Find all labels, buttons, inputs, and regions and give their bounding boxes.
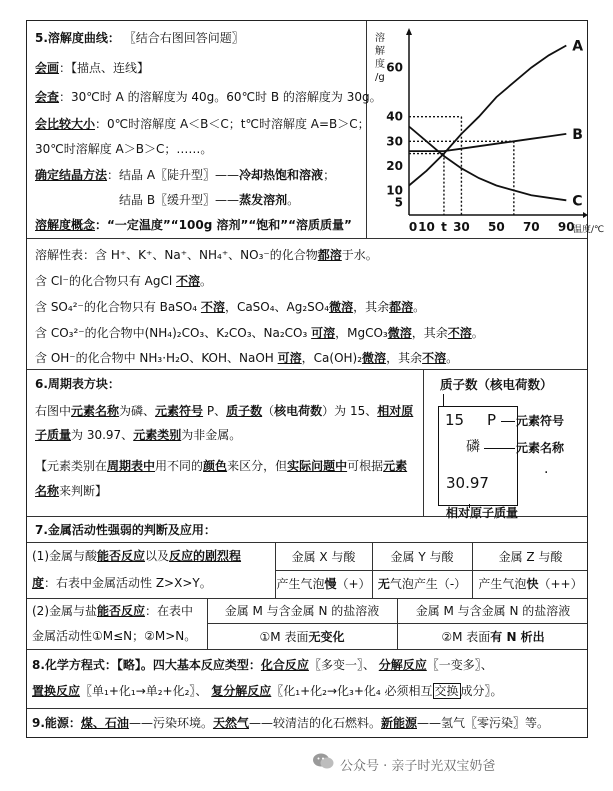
keyword: 元素类别 xyxy=(133,428,182,442)
section-hint: 〖结合右图回答问题〗 xyxy=(123,31,244,45)
text: 为 30.97、 xyxy=(71,428,134,442)
keyword: 都溶 xyxy=(389,300,414,314)
name-label: 元素名称 xyxy=(516,441,565,455)
text: 用不同的 xyxy=(155,459,204,473)
solubility-line-2 xyxy=(35,274,212,288)
y-tick-label: 60 xyxy=(386,60,403,75)
read-line xyxy=(35,90,382,104)
crystallize-a xyxy=(35,168,335,182)
keyword: 不溶 xyxy=(422,351,447,365)
y-tick-label: 5 xyxy=(394,195,403,210)
solubility-line-1 xyxy=(35,248,378,262)
text: 成分〗。 xyxy=(460,684,503,698)
table-cell-m-2 xyxy=(397,630,589,644)
mass-label: 相对原子质量 xyxy=(446,506,519,520)
y-tick-label: 10 xyxy=(386,183,403,198)
acid-rule-line-2 xyxy=(32,576,212,590)
table-header-z: 金属 Z 与酸 xyxy=(498,550,563,564)
divider xyxy=(27,708,587,709)
section-5-heading xyxy=(35,31,244,45)
section-7-title: 7.金属活动性强弱的判断及应用： xyxy=(35,523,216,537)
keyword: 能否反应 xyxy=(97,549,146,563)
keyword: 相对原 xyxy=(377,404,414,418)
text: 产生气泡 xyxy=(276,577,325,591)
solubility-line-4 xyxy=(35,326,484,340)
keyword: 置换反应 xyxy=(32,684,81,698)
text: 含 OH⁻的化合物中 NH₃·H₂O、KOH、NaOH xyxy=(35,351,278,365)
text: 来区分，但 xyxy=(227,459,288,473)
x-tick-label: t xyxy=(441,220,447,234)
salt-rule-line-2: 金属活动性①M≤N；②M>N。 xyxy=(32,629,197,643)
x-axis-label: 温度/℃ xyxy=(573,225,605,235)
keyword: 元素名称 xyxy=(71,404,120,418)
text: 。 xyxy=(200,274,213,288)
table-header-y: 金属 Y 与酸 xyxy=(390,550,454,564)
table-cell-m-1 xyxy=(207,630,397,644)
text: 气泡产生（-） xyxy=(389,577,467,591)
text: 〖单₁+化₁→单₂+化₂〗、 xyxy=(80,684,208,698)
keyword: 能否反应 xyxy=(97,604,146,618)
boxed-word: 交换 xyxy=(434,684,459,698)
text: P、 xyxy=(203,404,227,418)
pointer-line xyxy=(501,421,515,422)
keyword: 可溶 xyxy=(311,326,336,340)
text: ：结晶 A〖陡升型〗—— xyxy=(107,168,240,182)
text: (2)金属与盐 xyxy=(32,604,97,618)
periodic-line-1 xyxy=(35,404,413,418)
keyword: 天然气 xyxy=(212,716,249,730)
keyword: 微溶 xyxy=(329,300,354,314)
keyword: 微溶 xyxy=(362,351,387,365)
wechat-icon xyxy=(312,752,334,770)
section-6-title: 6.周期表方块： xyxy=(35,377,120,391)
text: 〖多变一〗、 xyxy=(308,658,375,672)
y-axis-label: 度 xyxy=(375,59,385,70)
periodic-line-2 xyxy=(35,428,241,442)
periodic-line-4 xyxy=(35,484,107,498)
text: ，其余 xyxy=(411,326,448,340)
text: ； xyxy=(323,168,336,182)
text: ：0℃时溶解度 A＜B＜C；t℃时溶解度 A=B＞C； xyxy=(95,117,370,131)
keyword: 新能源 xyxy=(380,716,417,730)
text: ）为 15、 xyxy=(322,404,378,418)
text: 产生气泡 xyxy=(478,577,527,591)
keyword: 慢 xyxy=(324,577,337,591)
symbol-label: 元素符号 xyxy=(516,414,565,428)
text: （+） xyxy=(336,577,371,591)
compare-line xyxy=(35,117,370,131)
text: 可根据 xyxy=(347,459,384,473)
keyword: 实际问题中 xyxy=(287,459,348,473)
keyword: 分解反应 xyxy=(378,658,427,672)
y-tick-label: 20 xyxy=(386,158,403,173)
text: 以及 xyxy=(145,549,170,563)
keyword: 有 N 析出 xyxy=(490,630,545,644)
method: 蒸发溶剂 xyxy=(239,193,288,207)
atomic-mass: 30.97 xyxy=(446,474,489,492)
keyword: 不溶 xyxy=(447,326,472,340)
concept-line xyxy=(35,218,352,232)
crystallize-b xyxy=(119,193,299,207)
x-tick-label: 30 xyxy=(453,220,470,234)
table-cell-z xyxy=(472,577,589,591)
watermark-text: 公众号 · 亲子时光双宝奶爸 xyxy=(340,759,496,774)
section-8-line-2 xyxy=(32,684,503,698)
divider xyxy=(27,598,587,599)
text: ：右表中金属活动性 Z>X>Y。 xyxy=(44,576,212,590)
keyword: 质子数 xyxy=(226,404,263,418)
atomic-number: 15 xyxy=(445,411,465,429)
pointer-line xyxy=(484,448,515,449)
x-axis-arrow xyxy=(583,212,588,218)
divider xyxy=(27,649,587,650)
text: 。 xyxy=(413,300,426,314)
element-card-diagram xyxy=(424,370,588,520)
text: 含 SO₄²⁻的化合物只有 BaSO₄ xyxy=(35,300,201,314)
table-header-x: 金属 X 与酸 xyxy=(291,550,356,564)
worksheet xyxy=(26,20,605,738)
text: ——较清洁的化石燃料。 xyxy=(248,716,381,730)
series-line-b xyxy=(409,134,566,151)
keyword: 不溶 xyxy=(200,300,225,314)
text: 为磷、 xyxy=(119,404,156,418)
text: 为非金属。 xyxy=(181,428,242,442)
text: ——污染环境。 xyxy=(128,716,213,730)
element-symbol: P xyxy=(487,411,497,429)
keyword: 反应的剧烈程 xyxy=(169,549,242,563)
solubility-line-3 xyxy=(35,300,425,314)
text: 。 xyxy=(471,326,484,340)
text: ，其余 xyxy=(353,300,390,314)
solubility-line-5 xyxy=(35,351,458,365)
text: ：“一定温度”“100g 溶剂”“饱和”“溶质质量” xyxy=(95,218,352,232)
text: ，MgCO₃ xyxy=(335,326,388,340)
keyword: 确定结晶方法 xyxy=(35,168,108,182)
x-tick-label: 10 xyxy=(418,220,435,234)
text: 8.化学方程式：【略】。四大基本反应类型： xyxy=(32,658,261,672)
keyword: 元素 xyxy=(383,459,408,473)
series-line-a xyxy=(409,46,566,186)
series-label-c: C xyxy=(572,193,583,210)
keyword: 煤、石油 xyxy=(80,716,129,730)
keyword: 无 xyxy=(377,577,390,591)
text: ：30℃时 A 的溶解度为 40g。60℃时 B 的溶解度为 30g。 xyxy=(59,90,382,104)
text: 结晶 B〖缓升型〗—— xyxy=(119,193,240,207)
text: 【元素类别在 xyxy=(35,459,108,473)
text: 9.能源： xyxy=(32,716,81,730)
text: ，其余 xyxy=(386,351,423,365)
keyword: 颜色 xyxy=(203,459,228,473)
pointer-line xyxy=(443,394,444,406)
method: 冷却热饱和溶液 xyxy=(239,168,324,182)
keyword: 会查 xyxy=(35,90,60,104)
y-axis-label: 解 xyxy=(375,46,385,57)
keyword: 都溶 xyxy=(317,248,342,262)
text: （ xyxy=(262,404,275,418)
keyword: 名称 xyxy=(35,484,60,498)
text: ①M 表面 xyxy=(259,630,309,644)
text: ——氢气〖零污染〗等。 xyxy=(417,716,550,730)
keyword: 微溶 xyxy=(387,326,412,340)
table-header-m-1: 金属 M 与含金属 N 的盐溶液 xyxy=(224,604,380,618)
keyword: 子质量 xyxy=(35,428,72,442)
periodic-line-3 xyxy=(35,459,407,473)
keyword: 元素符号 xyxy=(155,404,204,418)
section-9-line xyxy=(32,716,549,730)
keyword: 快 xyxy=(526,577,539,591)
x-tick-label: 70 xyxy=(522,220,540,234)
y-tick-label: 40 xyxy=(386,109,403,124)
keyword: 无变化 xyxy=(308,630,345,644)
text: 含 Cl⁻的化合物只有 AgCl xyxy=(35,274,177,288)
text: 〖一变多〗、 xyxy=(426,658,493,672)
keyword: 不溶 xyxy=(176,274,201,288)
y-tick-label: 30 xyxy=(386,134,403,149)
text: 来判断】 xyxy=(59,484,108,498)
series-label-b: B xyxy=(572,126,583,143)
element-name: 磷 xyxy=(466,439,480,455)
solubility-chart xyxy=(367,23,605,237)
text: 。 xyxy=(287,193,300,207)
x-tick-label: 0 xyxy=(408,220,418,234)
section-title: 5.溶解度曲线： xyxy=(35,31,120,45)
text: ②M 表面 xyxy=(441,630,491,644)
x-tick-label: 50 xyxy=(488,220,505,234)
divider xyxy=(275,570,587,571)
keyword: 核电荷数 xyxy=(274,404,323,418)
text: 右图中 xyxy=(35,404,72,418)
text: ：在表中 xyxy=(145,604,194,618)
section-8-line-1 xyxy=(32,658,493,672)
text: ：【描点、连线】 xyxy=(59,61,150,75)
table-header-m-2: 金属 M 与含金属 N 的盐溶液 xyxy=(415,604,571,618)
text: (1)金属与酸 xyxy=(32,549,97,563)
text: ，CaSO₄、Ag₂SO₄ xyxy=(224,300,330,314)
draw-line xyxy=(35,61,149,75)
dot-mark: · xyxy=(544,465,549,481)
keyword: 周期表中 xyxy=(107,459,156,473)
keyword: 会比较大小 xyxy=(35,117,96,131)
text: 溶解性表：含 H⁺、K⁺、Na⁺、NH₄⁺、NO₃⁻的化合物 xyxy=(35,248,318,262)
proton-number-label: 质子数（核电荷数） xyxy=(440,377,553,392)
keyword: 复分解反应 xyxy=(211,684,272,698)
text: ，Ca(OH)₂ xyxy=(301,351,363,365)
keyword: 溶解度概念 xyxy=(35,218,96,232)
compare-line-2: 30℃时溶解度 A＞B＞C；……。 xyxy=(35,142,213,156)
keyword: 化合反应 xyxy=(260,658,309,672)
text: 于水。 xyxy=(341,248,378,262)
text: 含 CO₃²⁻的化合物中(NH₄)₂CO₃、K₂CO₃、Na₂CO₃ xyxy=(35,326,312,340)
divider xyxy=(27,238,587,239)
y-axis-arrow xyxy=(406,28,412,35)
keyword: 可溶 xyxy=(277,351,302,365)
salt-rule-line-1 xyxy=(32,604,193,618)
x-tick-label: 90 xyxy=(557,220,575,234)
y-axis-label: /g xyxy=(375,72,385,83)
text: 〖化₁+化₂→化₃+化₄ 必须相互 xyxy=(271,684,433,698)
table-cell-y xyxy=(372,577,472,591)
text: 。 xyxy=(446,351,459,365)
series-label-a: A xyxy=(572,38,584,55)
table-cell-x xyxy=(275,577,372,591)
acid-rule-line-1 xyxy=(32,549,241,563)
keyword: 度 xyxy=(32,576,45,590)
keyword: 会画 xyxy=(35,61,60,75)
y-axis-label: 溶 xyxy=(375,33,385,44)
divider xyxy=(27,542,587,543)
text: （++） xyxy=(538,577,583,591)
